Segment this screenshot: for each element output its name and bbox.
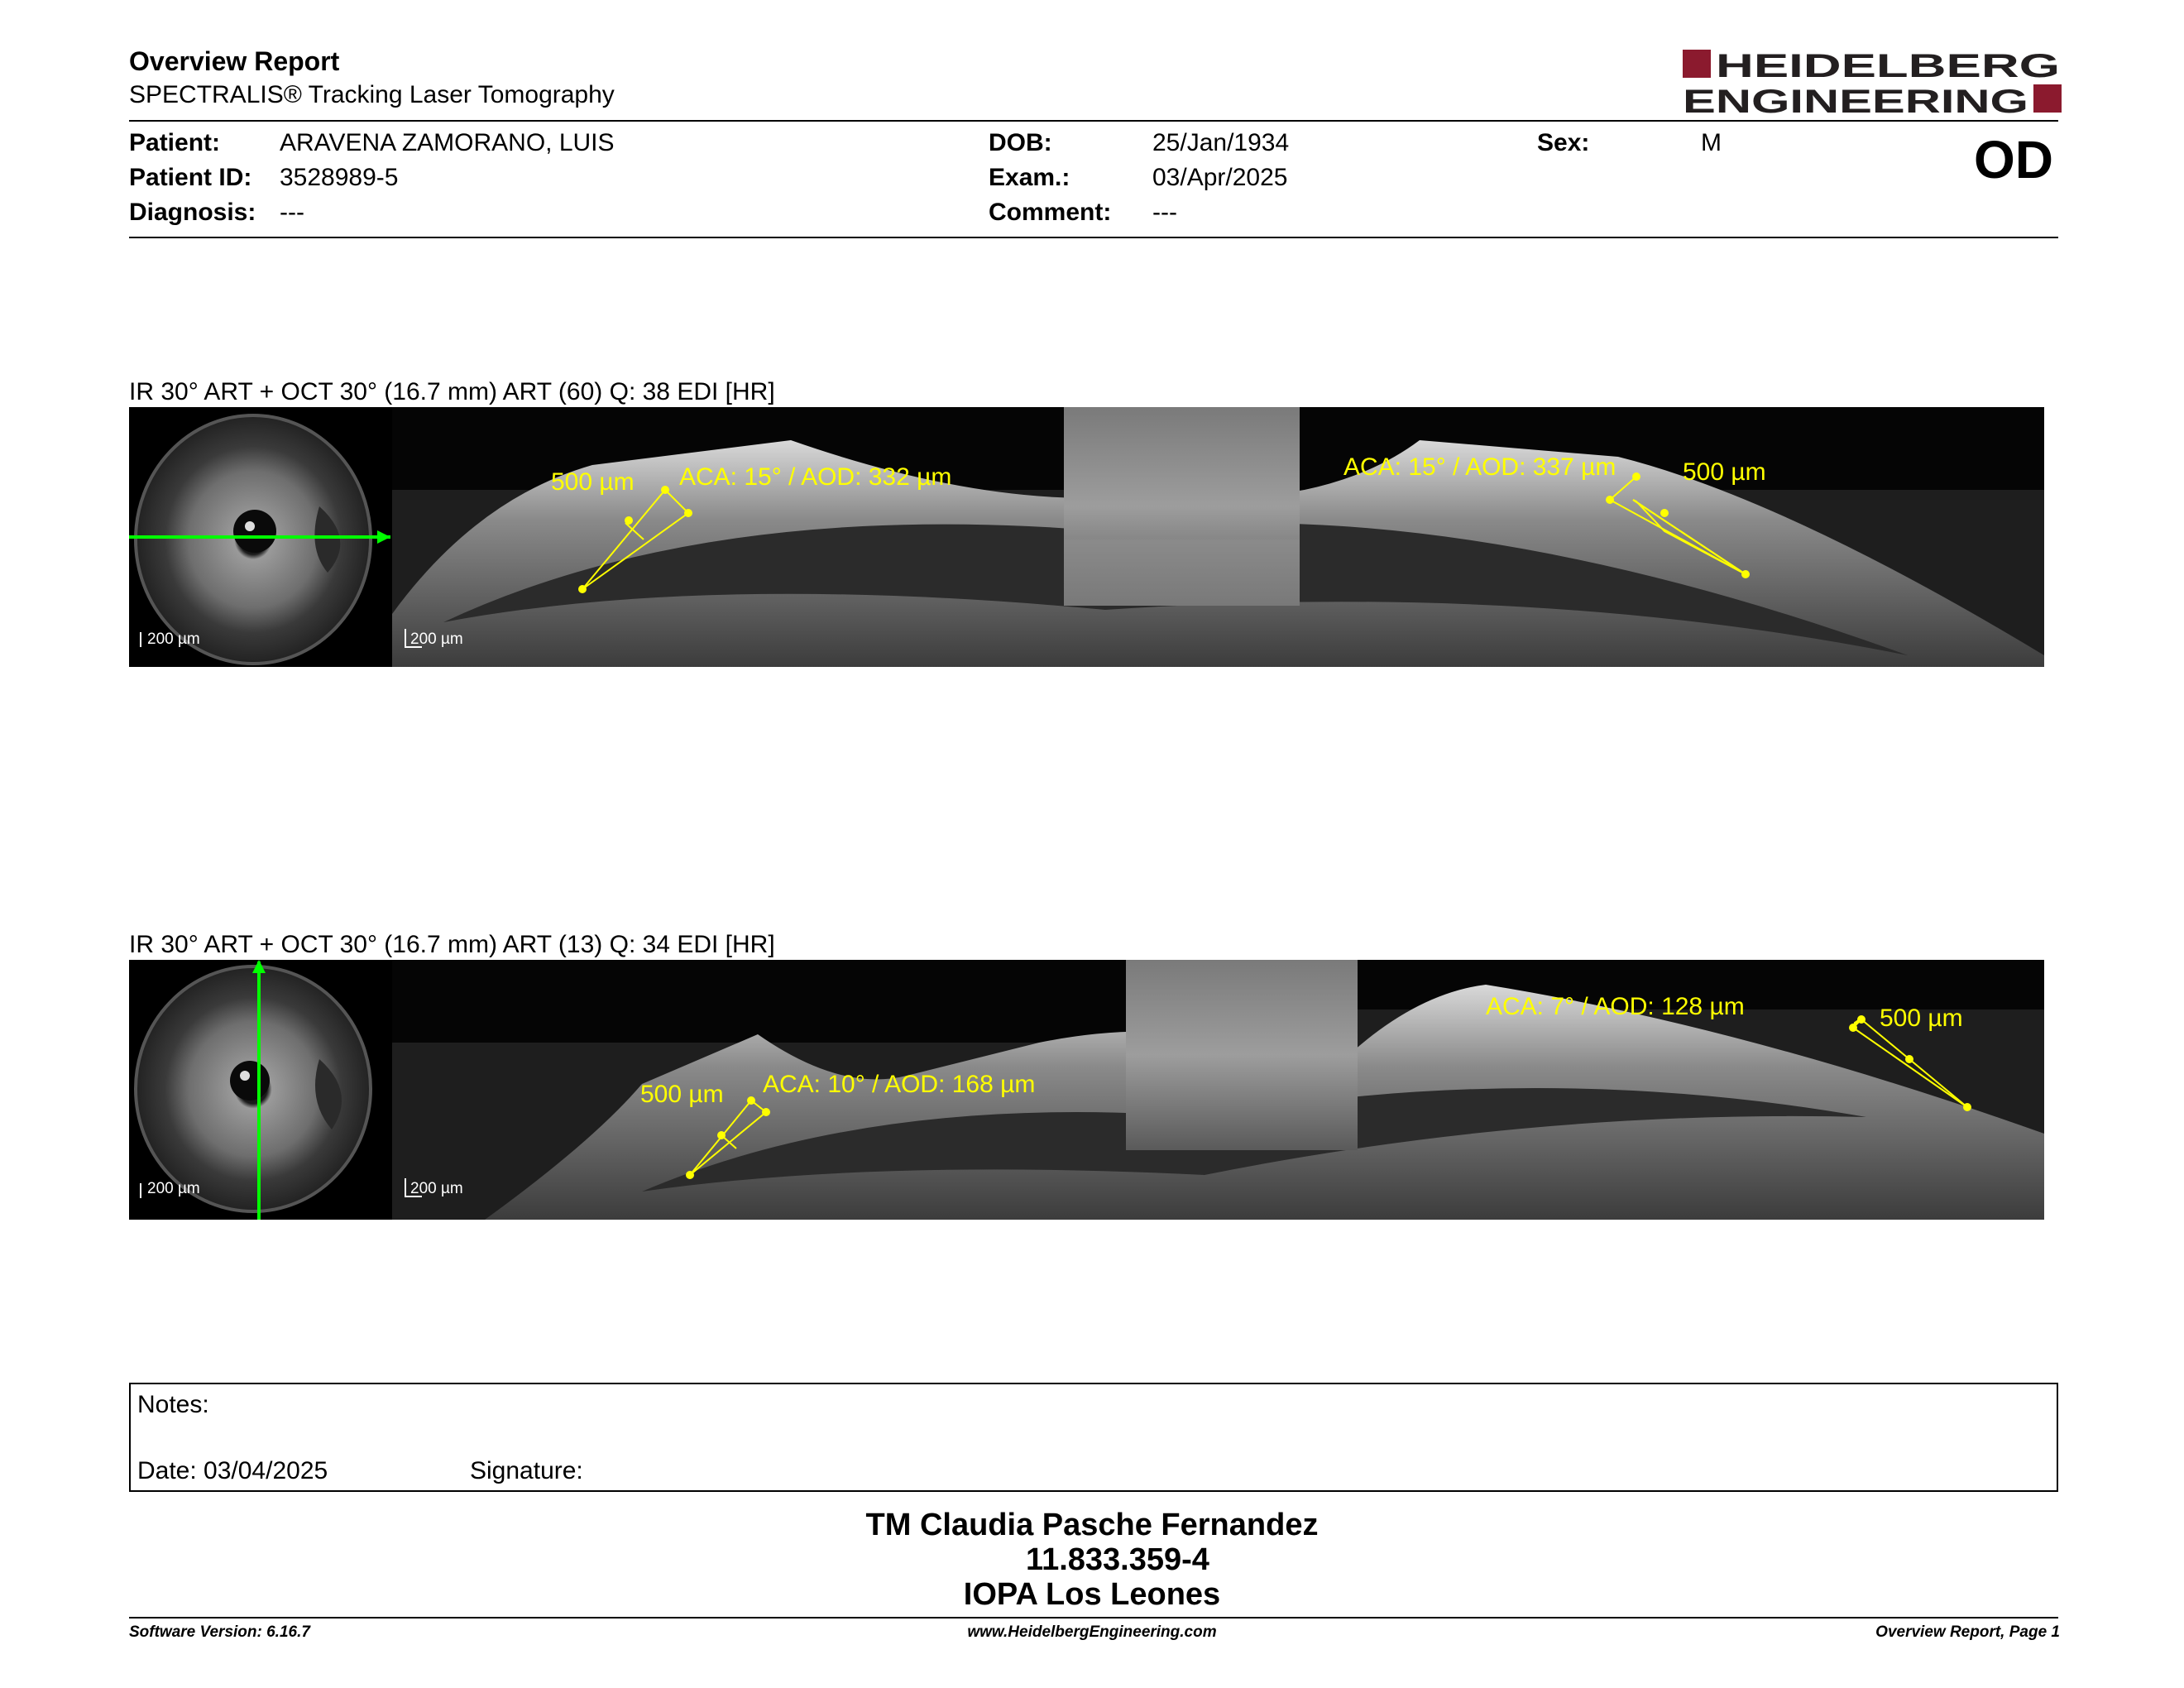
scan-2-image	[129, 960, 2044, 1220]
heidelberg-logo	[1683, 46, 2062, 116]
patient-name: ARAVENA ZAMORANO, LUIS	[280, 129, 615, 156]
patient-label: Patient:	[129, 129, 221, 156]
exam-label: Exam.:	[989, 164, 1070, 191]
oct-scale-label: 200 µm	[410, 631, 463, 648]
comment-value: ---	[1152, 199, 1177, 226]
patient-rule	[129, 237, 2058, 238]
sex-label: Sex:	[1537, 129, 1590, 156]
comment-label: Comment:	[989, 199, 1112, 226]
dob-label: DOB:	[989, 129, 1052, 156]
ir-scale-label: 200 µm	[147, 1180, 200, 1197]
signatory-name: TM Claudia Pasche Fernandez	[865, 1508, 1319, 1542]
left-ruler-label: 500 µm	[640, 1081, 724, 1108]
left-ruler-label: 500 µm	[551, 468, 635, 496]
diagnosis-value: ---	[280, 199, 304, 226]
notes-box	[129, 1383, 2058, 1492]
dob-value: 25/Jan/1934	[1152, 129, 1290, 156]
signatory-institution: IOPA Los Leones	[963, 1577, 1221, 1612]
pupil	[233, 510, 276, 553]
report-title: Overview Report	[129, 46, 340, 76]
software-version: Software Version: 6.16.7	[129, 1623, 310, 1641]
logo-square-bottom	[2033, 84, 2062, 113]
scan-1-title: IR 30° ART + OCT 30° (16.7 mm) ART (60) Q: 38 EDI [HR]	[129, 378, 775, 405]
eye-indicator: OD	[1974, 130, 2053, 189]
signatory-id: 11.833.359-4	[1026, 1542, 1209, 1577]
notes-signature: Signature:	[470, 1457, 583, 1484]
right-angle-label: ACA: 15° / AOD: 337 µm	[1343, 453, 1616, 481]
footer-rule	[129, 1617, 2058, 1618]
scan-line-arrow	[377, 530, 390, 544]
scan-1-image	[129, 407, 2044, 667]
patient-id: 3528989-5	[280, 164, 399, 191]
oct-scale-label: 200 µm	[410, 1180, 463, 1197]
scan-2-panel	[129, 960, 2044, 1220]
left-angle-label: ACA: 10° / AOD: 168 µm	[763, 1071, 1036, 1098]
pupil	[230, 1061, 270, 1101]
exam-value: 03/Apr/2025	[1152, 164, 1288, 191]
scan-1-panel	[129, 407, 2044, 667]
right-ruler-label: 500 µm	[1880, 1005, 1963, 1032]
lens-shadow	[1126, 960, 1358, 1150]
left-angle-label: ACA: 15° / AOD: 332 µm	[679, 463, 952, 491]
logo-line-2: ENGINEERING	[1683, 84, 2028, 116]
ir-image	[136, 415, 371, 664]
notes-label: Notes:	[137, 1391, 209, 1418]
logo-line-1: HEIDELBERG	[1716, 48, 2060, 84]
logo-square-top	[1683, 50, 1711, 78]
scan-2-title: IR 30° ART + OCT 30° (16.7 mm) ART (13) Q: 34 EDI [HR]	[129, 931, 775, 958]
header-rule	[129, 120, 2058, 122]
diagnosis-label: Diagnosis:	[129, 199, 256, 226]
sex-value: M	[1701, 129, 1722, 156]
ir-image	[136, 966, 371, 1211]
right-angle-label: ACA: 7° / AOD: 128 µm	[1486, 993, 1745, 1020]
website-link[interactable]: www.HeidelbergEngineering.com	[967, 1623, 1217, 1641]
right-ruler-label: 500 µm	[1683, 458, 1766, 486]
page-number: Overview Report, Page 1	[1875, 1623, 2060, 1641]
notes-date: Date: 03/04/2025	[137, 1457, 328, 1484]
patient-id-label: Patient ID:	[129, 164, 252, 191]
ir-scale-label: 200 µm	[147, 631, 200, 648]
report-subtitle: SPECTRALIS® Tracking Laser Tomography	[129, 81, 615, 108]
